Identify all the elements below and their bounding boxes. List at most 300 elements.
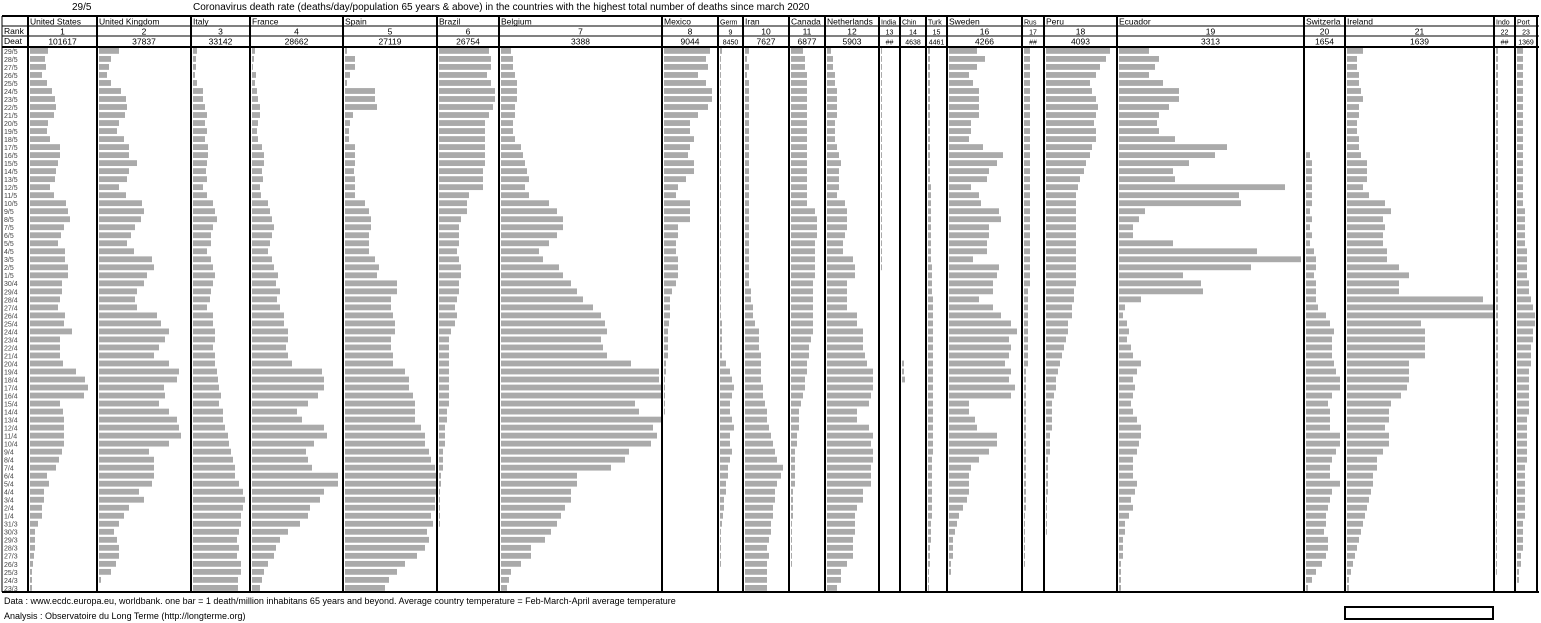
bar: [1347, 337, 1425, 343]
bar: [720, 152, 721, 158]
bar: [664, 321, 669, 327]
bar: [745, 120, 749, 126]
bar: [745, 473, 781, 479]
bar: [928, 401, 933, 407]
date-label: 6/5: [4, 233, 14, 241]
bar: [501, 216, 563, 222]
bar: [1306, 256, 1316, 262]
bar: [30, 529, 35, 535]
bar: [720, 96, 721, 102]
bar: [345, 513, 431, 519]
bar: [1024, 112, 1030, 118]
bar: [791, 337, 811, 343]
bar: [791, 280, 813, 286]
bar: [439, 152, 485, 158]
bar: [881, 248, 882, 254]
country-rank-label: 20: [1319, 26, 1330, 37]
bar: [1347, 128, 1357, 134]
bar: [949, 312, 1001, 318]
bar: [928, 393, 933, 399]
bar: [791, 401, 801, 407]
bar: [827, 529, 855, 535]
bar: [193, 545, 239, 551]
bar: [827, 353, 865, 359]
bar: [745, 192, 749, 198]
bar: [791, 521, 792, 527]
bar: [1496, 473, 1498, 479]
bar: [928, 224, 931, 230]
bar: [1496, 321, 1498, 327]
bar: [345, 561, 405, 567]
bar: [345, 192, 355, 198]
bar: [1496, 296, 1498, 302]
bar: [501, 280, 571, 286]
bar: [928, 256, 931, 262]
bar: [1517, 240, 1525, 246]
bar: [501, 304, 593, 310]
bar: [1496, 208, 1498, 214]
bar: [664, 304, 670, 310]
bar: [664, 184, 678, 190]
bar: [1496, 96, 1498, 102]
bar: [720, 224, 721, 230]
bar: [501, 385, 661, 391]
bar: [664, 312, 670, 318]
bar: [30, 296, 60, 302]
bar: [1046, 176, 1080, 182]
bar: [252, 256, 272, 262]
date-label: 2/5: [4, 265, 14, 273]
bar: [252, 224, 274, 230]
bar: [1517, 337, 1533, 343]
bar: [1119, 585, 1121, 591]
bar: [252, 176, 263, 182]
bar: [501, 136, 515, 142]
bar: [439, 489, 440, 495]
date-label: 5/5: [4, 241, 14, 249]
bar: [193, 337, 215, 343]
bar: [252, 361, 292, 367]
bar: [791, 353, 809, 359]
bar: [664, 393, 665, 399]
country-rank-label: 4: [294, 26, 299, 37]
bar: [1496, 104, 1498, 110]
bar: [501, 128, 513, 134]
bar: [745, 264, 749, 270]
bar: [1119, 120, 1157, 126]
bar: [252, 152, 264, 158]
bar: [193, 585, 238, 591]
bar: [949, 296, 979, 302]
bar: [791, 184, 807, 190]
bar: [720, 232, 721, 238]
bar: [1306, 353, 1332, 359]
bar: [928, 48, 930, 54]
bar: [501, 288, 577, 294]
bar: [501, 513, 561, 519]
bar: [791, 144, 807, 150]
bar: [949, 112, 979, 118]
bar: [1517, 433, 1527, 439]
bar: [1024, 425, 1026, 431]
bar: [99, 417, 177, 423]
bar: [827, 128, 835, 134]
date-label: 3/5: [4, 257, 14, 265]
bar: [745, 545, 767, 551]
bar: [99, 329, 169, 335]
bar: [1024, 553, 1025, 559]
bar: [30, 473, 47, 479]
bar: [193, 489, 243, 495]
bar: [664, 264, 678, 270]
bar: [1496, 537, 1497, 543]
bar: [99, 513, 124, 519]
bar: [252, 393, 318, 399]
bar: [664, 72, 698, 78]
bar: [1347, 561, 1353, 567]
bar: [827, 208, 847, 214]
bar: [252, 112, 260, 118]
bar: [1119, 112, 1159, 118]
bar: [30, 184, 50, 190]
bar: [1024, 152, 1030, 158]
bar: [949, 56, 985, 62]
bar: [827, 465, 871, 471]
country-deaths-label: 4266: [975, 36, 994, 47]
bar: [791, 112, 807, 118]
bar: [1517, 192, 1523, 198]
bar: [345, 497, 435, 503]
bar: [745, 553, 769, 559]
bar: [791, 417, 799, 423]
bar: [1517, 280, 1529, 286]
bar: [345, 248, 369, 254]
bar: [30, 377, 85, 383]
bar: [928, 361, 933, 367]
bar: [827, 377, 873, 383]
bar: [1347, 280, 1399, 286]
bar: [501, 433, 657, 439]
bar: [1024, 345, 1028, 351]
country-rank-label: 7: [578, 26, 583, 37]
bar: [1496, 369, 1498, 375]
bar: [193, 329, 215, 335]
bar: [1024, 48, 1030, 54]
date-label: 31/3: [4, 521, 18, 529]
bar: [30, 361, 63, 367]
bar: [928, 264, 932, 270]
country-deaths-label: 3388: [571, 36, 590, 47]
bar: [1347, 393, 1401, 399]
bar: [501, 104, 515, 110]
bar: [1496, 280, 1498, 286]
bar: [252, 377, 324, 383]
bar: [501, 312, 601, 318]
bar: [1517, 112, 1523, 118]
bar: [1024, 561, 1025, 567]
bar: [252, 96, 258, 102]
bar: [745, 537, 769, 543]
bar: [928, 481, 932, 487]
bar: [928, 216, 931, 222]
bar: [1119, 72, 1149, 78]
bar: [1306, 577, 1312, 583]
bar: [30, 240, 58, 246]
bar: [1024, 296, 1028, 302]
bar: [664, 256, 678, 262]
bar: [664, 160, 694, 166]
bar: [745, 112, 749, 118]
bar: [99, 537, 117, 543]
bar: [791, 256, 815, 262]
bar: [881, 232, 882, 238]
bar: [664, 240, 676, 246]
bar: [949, 232, 989, 238]
bar: [745, 329, 759, 335]
bar: [1517, 136, 1523, 142]
bar: [720, 272, 721, 278]
bar: [1496, 353, 1498, 359]
bar: [345, 433, 425, 439]
bar: [664, 136, 694, 142]
bar: [720, 417, 732, 423]
bar: [1306, 409, 1330, 415]
bar: [30, 48, 48, 54]
bar: [1496, 553, 1497, 559]
bar: [1024, 513, 1025, 519]
bar: [501, 465, 611, 471]
bar: [1496, 385, 1498, 391]
bar: [720, 377, 732, 383]
bar: [345, 481, 436, 487]
bar: [1306, 361, 1334, 367]
bar: [1119, 152, 1215, 158]
bar: [745, 296, 751, 302]
bar: [928, 248, 931, 254]
bar: [99, 104, 127, 110]
bar: [1496, 272, 1498, 278]
bar: [1496, 72, 1498, 78]
bar: [99, 321, 161, 327]
bar: [1119, 104, 1169, 110]
bar: [1496, 401, 1498, 407]
bar: [1119, 280, 1201, 286]
bar: [99, 136, 124, 142]
bar: [664, 232, 678, 238]
bar: [30, 112, 54, 118]
bar: [1347, 577, 1349, 583]
bar: [1024, 521, 1025, 527]
bar: [827, 521, 855, 527]
bar: [345, 473, 436, 479]
bar: [1496, 144, 1498, 150]
bar: [745, 256, 749, 262]
bar: [439, 120, 485, 126]
bar: [1517, 160, 1523, 166]
bar: [193, 88, 203, 94]
data-source-note: Data : www.ecdc.europa.eu, worldbank. one bar = 1 death/million inhabitans 65 years and beyond. Average country temperature = Feb-March-April average temperature: [4, 596, 676, 606]
bar: [252, 208, 270, 214]
bar: [501, 144, 521, 150]
bar: [1347, 465, 1377, 471]
date-label: 29/5: [4, 48, 18, 56]
bar: [193, 497, 245, 503]
bar: [720, 497, 724, 503]
bar: [745, 321, 755, 327]
bar: [1517, 104, 1523, 110]
bar: [345, 337, 391, 343]
date-label: 21/5: [4, 112, 18, 120]
bar: [745, 304, 753, 310]
bar: [827, 288, 847, 294]
bar: [439, 280, 459, 286]
bar: [928, 353, 933, 359]
bar: [745, 168, 749, 174]
bar: [664, 80, 706, 86]
bar: [881, 168, 882, 174]
bar: [1517, 304, 1533, 310]
bar: [720, 425, 734, 431]
bar: [1024, 168, 1030, 174]
date-label: 11/4: [4, 433, 18, 441]
bar: [1306, 304, 1318, 310]
bar: [1347, 553, 1355, 559]
date-label: 7/4: [4, 465, 14, 473]
bar: [99, 481, 152, 487]
bar: [1347, 304, 1493, 310]
bar: [1046, 409, 1052, 415]
bar: [949, 561, 951, 567]
bar: [1517, 505, 1525, 511]
bar: [252, 465, 312, 471]
bar: [439, 48, 489, 54]
bar: [1517, 312, 1535, 318]
bar: [30, 425, 64, 431]
bar: [30, 385, 88, 391]
bar: [1306, 457, 1332, 463]
bar: [1347, 513, 1365, 519]
bar: [1046, 449, 1050, 455]
bar: [193, 192, 207, 198]
bar: [949, 184, 971, 190]
bar: [1306, 377, 1340, 383]
bar: [1046, 224, 1076, 230]
bar: [439, 513, 440, 519]
bar: [439, 200, 467, 206]
bar: [745, 385, 763, 391]
date-label: 26/4: [4, 313, 18, 321]
country-rank-label: 14: [909, 29, 917, 37]
bar: [949, 72, 969, 78]
bar: [827, 337, 863, 343]
bar: [30, 248, 65, 254]
bar: [949, 80, 973, 86]
bar: [30, 369, 76, 375]
bar: [1347, 529, 1361, 535]
date-label: 15/5: [4, 161, 18, 169]
bar: [664, 112, 698, 118]
bar: [1024, 272, 1030, 278]
bar: [252, 288, 280, 294]
bar: [30, 577, 32, 583]
bar: [1306, 417, 1330, 423]
bar: [193, 513, 241, 519]
bar: [720, 521, 722, 527]
bar: [720, 144, 721, 150]
bar: [1517, 561, 1521, 567]
bar: [949, 337, 1009, 343]
bar: [345, 505, 435, 511]
bar: [193, 433, 228, 439]
bar: [193, 521, 241, 527]
bar: [1024, 176, 1030, 182]
bar: [881, 112, 882, 118]
bar: [252, 585, 260, 591]
bar: [501, 457, 625, 463]
bar: [193, 561, 241, 567]
bar: [252, 232, 272, 238]
bar: [30, 545, 35, 551]
bar: [791, 168, 807, 174]
bar: [928, 345, 933, 351]
bar: [1347, 144, 1359, 150]
bar: [345, 152, 355, 158]
bar: [1119, 345, 1131, 351]
bar: [1517, 457, 1527, 463]
bar: [1347, 288, 1399, 294]
bar: [1517, 168, 1523, 174]
bar: [881, 216, 882, 222]
bar: [720, 353, 722, 359]
bar: [791, 312, 813, 318]
bar: [99, 112, 125, 118]
bar: [720, 256, 721, 262]
bar: [1046, 264, 1076, 270]
bar: [1347, 48, 1363, 54]
bar: [720, 505, 724, 511]
bar: [193, 345, 213, 351]
bar: [345, 321, 395, 327]
bar: [1517, 176, 1523, 182]
bar: [881, 48, 882, 54]
country-deaths-label: 4461: [928, 39, 945, 47]
bar: [881, 192, 882, 198]
date-label: 22/5: [4, 104, 18, 112]
bar: [1347, 497, 1369, 503]
bar: [501, 80, 517, 86]
bar: [501, 529, 551, 535]
bar: [791, 240, 815, 246]
bar: [439, 256, 459, 262]
bar: [1517, 417, 1527, 423]
bar: [1347, 537, 1359, 543]
bar: [1347, 264, 1399, 270]
bar: [345, 312, 393, 318]
bar: [949, 569, 951, 575]
bar: [827, 561, 847, 567]
bar: [928, 449, 933, 455]
bar: [1517, 264, 1527, 270]
bar: [1496, 224, 1498, 230]
bar: [1306, 393, 1332, 399]
bar: [902, 369, 904, 375]
bar: [252, 553, 274, 559]
bar: [928, 433, 933, 439]
bar: [791, 425, 799, 431]
bar: [827, 48, 831, 54]
bar: [1119, 312, 1123, 318]
bar: [345, 288, 397, 294]
